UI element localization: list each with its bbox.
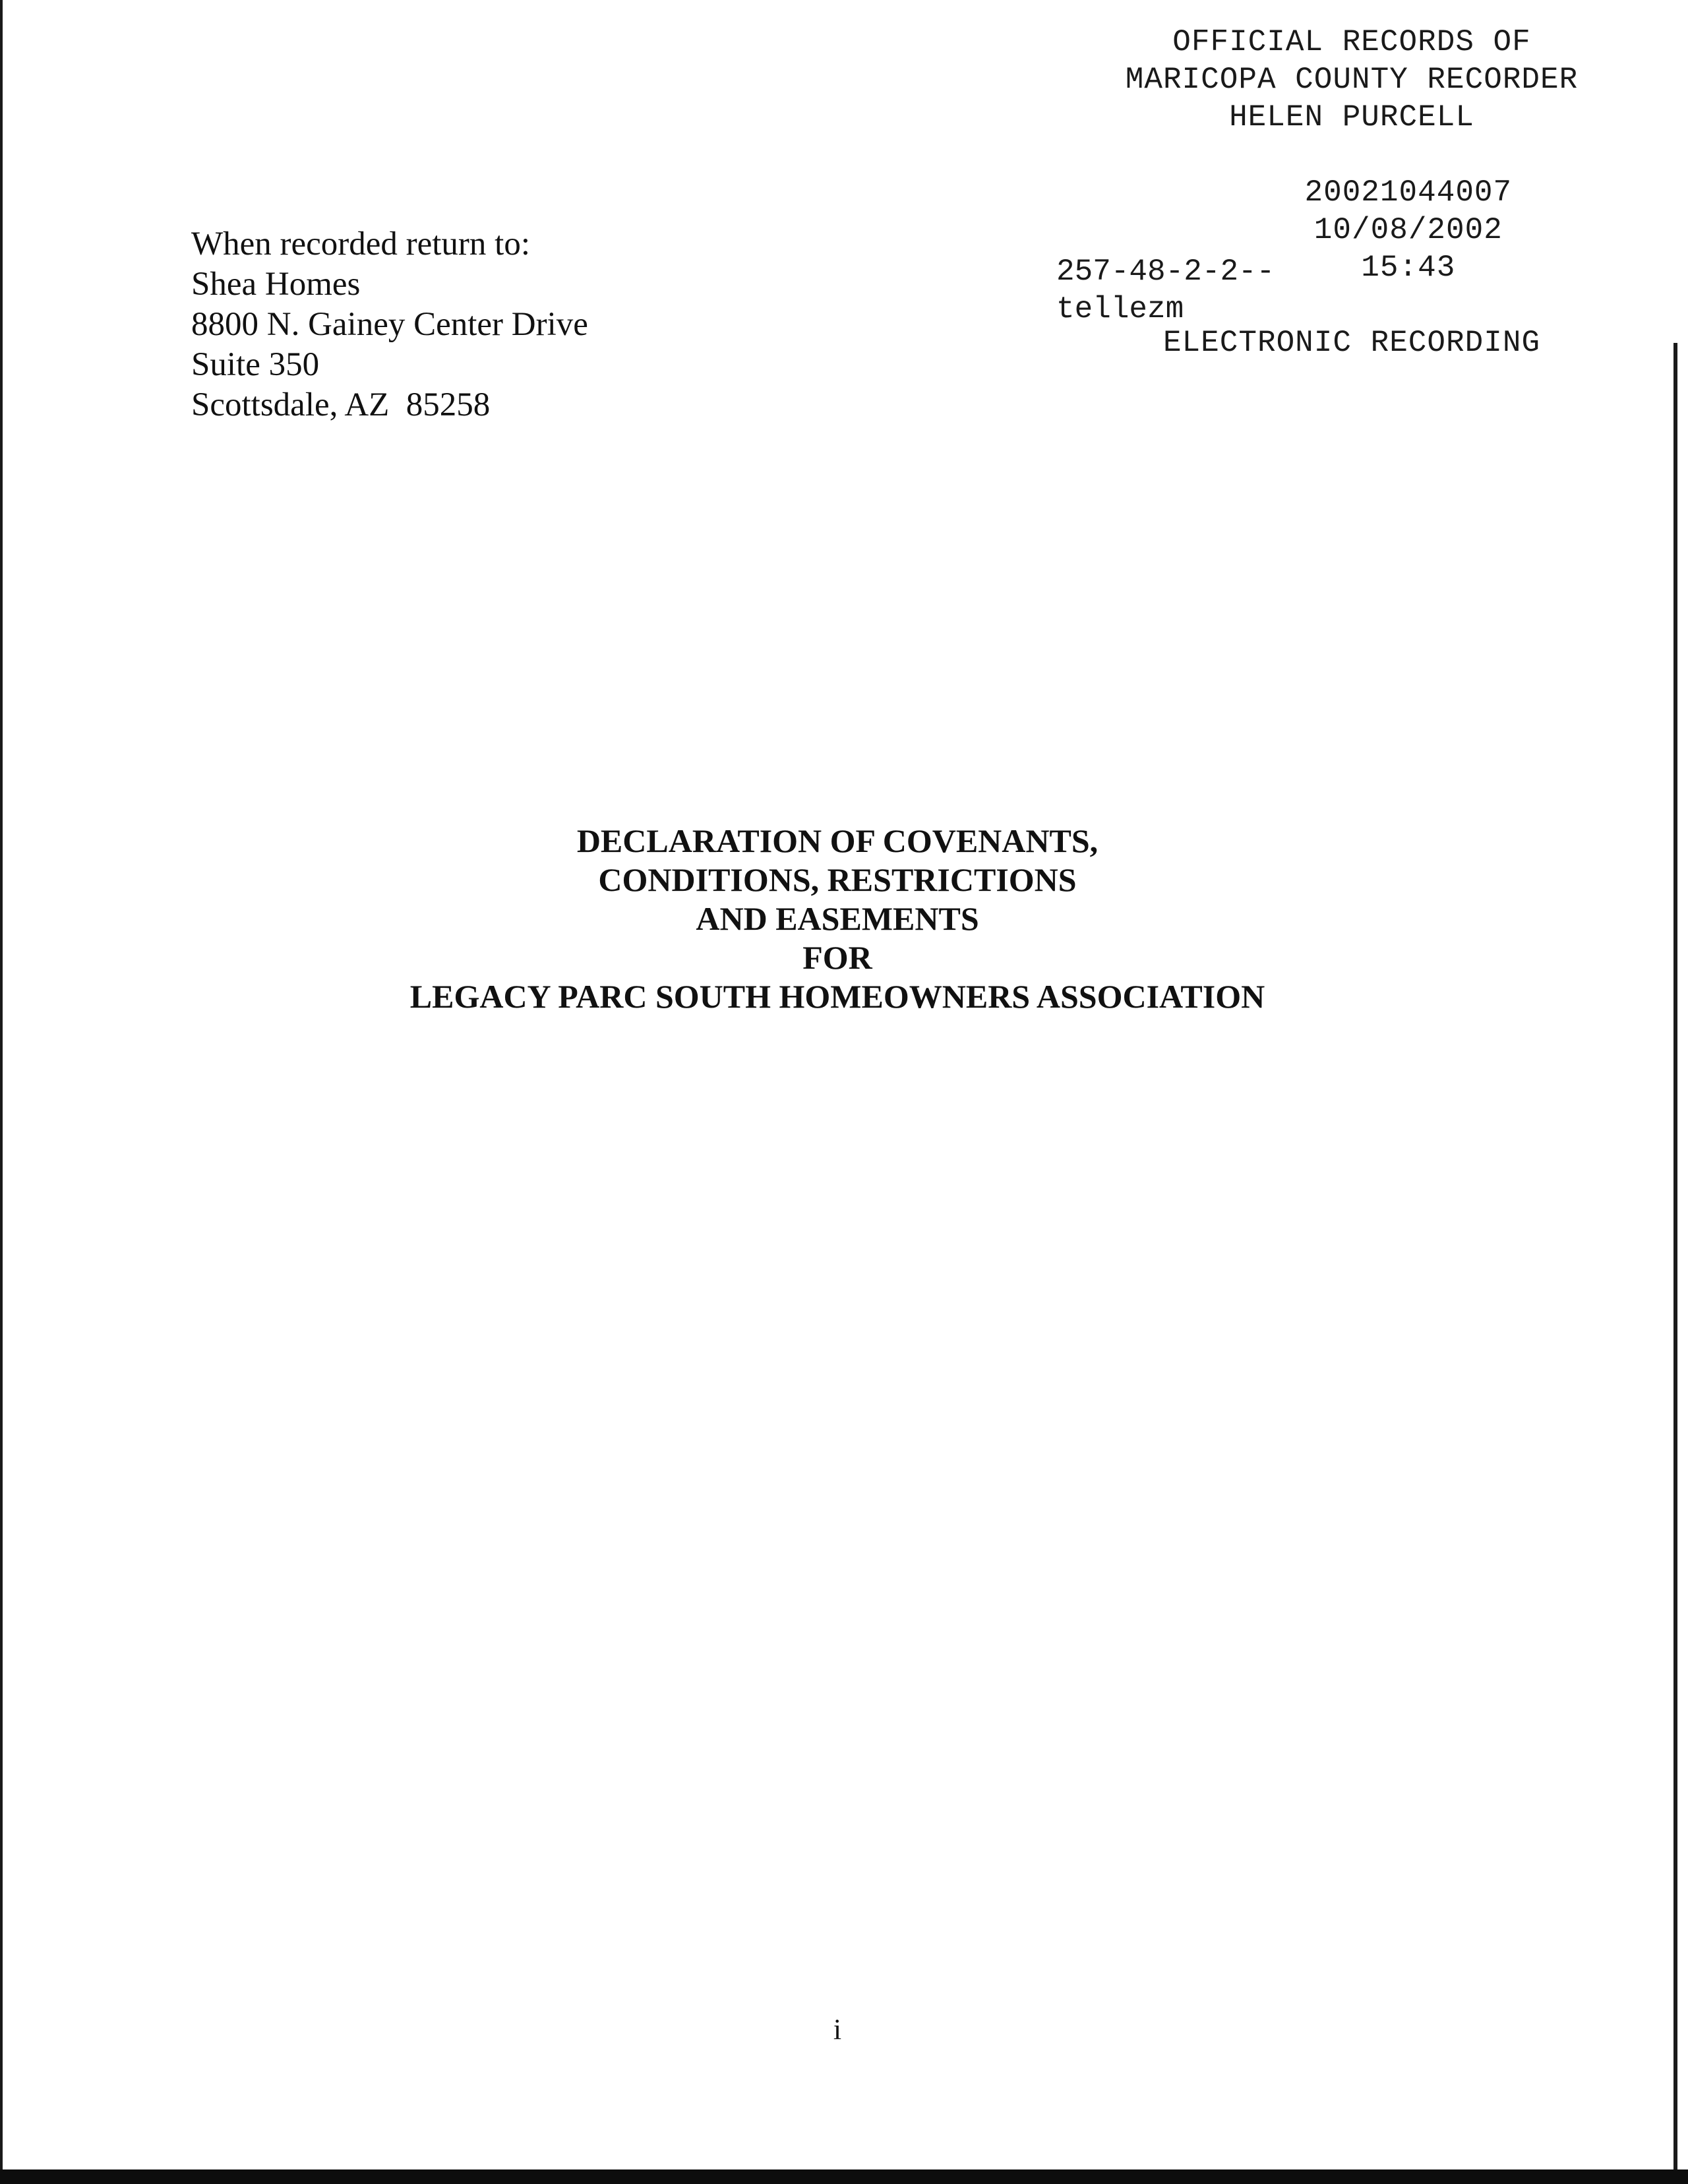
clerk-id: tellezm <box>1056 292 1184 326</box>
scan-edge-bottom <box>0 2169 1688 2184</box>
scan-edge-left <box>0 0 3 2184</box>
stamp-line-county-recorder: MARICOPA COUNTY RECORDER <box>1125 63 1579 97</box>
title-line-5: LEGACY PARC SOUTH HOMEOWNERS ASSOCIATION <box>409 978 1265 1015</box>
return-address-name: Shea Homes <box>191 266 361 303</box>
recording-date: 10/08/2002 <box>1313 213 1503 247</box>
title-line-3: AND EASEMENTS <box>696 900 979 937</box>
return-address-city: Scottsdale, AZ 85258 <box>191 386 491 423</box>
document-title <box>0 822 1675 1016</box>
return-address <box>191 224 588 425</box>
parcel-block <box>1056 253 1275 328</box>
stamp-line-recorder-name: HELEN PURCELL <box>1229 100 1474 135</box>
recording-time: 15:43 <box>1361 251 1456 285</box>
return-address-suite: Suite 350 <box>191 346 320 383</box>
title-line-4: FOR <box>802 939 872 976</box>
scan-edge-right <box>1673 343 1677 2169</box>
parcel-code: 257-48-2-2-- <box>1056 255 1275 289</box>
page-number: i <box>833 2013 842 2046</box>
stamp-line-electronic-recording: ELECTRONIC RECORDING <box>1162 326 1541 360</box>
title-line-1: DECLARATION OF COVENANTS, <box>576 822 1099 859</box>
title-line-2: CONDITIONS, RESTRICTIONS <box>598 861 1077 898</box>
recording-number: 20021044007 <box>1304 175 1513 210</box>
stamp-line-official-records: OFFICIAL RECORDS OF <box>1172 25 1531 59</box>
return-address-street: 8800 N. Gainey Center Drive <box>191 306 588 343</box>
return-address-heading: When recorded return to: <box>191 226 531 262</box>
